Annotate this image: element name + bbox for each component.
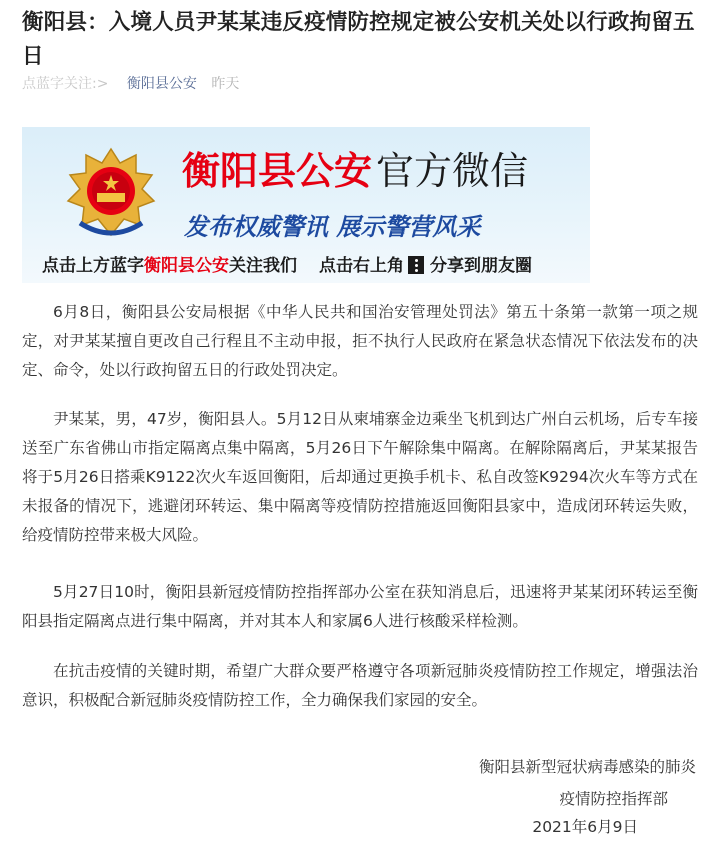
body-paragraph: 5月27日10时，衡阳县新冠疫情防控指挥部办公室在获知消息后，迅速将尹某某闭环转运至衡阳县指定隔离点进行集中隔离，并对其本人和家属6人进行核酸采样检测。 [22, 583, 698, 630]
banner-title [182, 149, 528, 193]
signature-org-line2: 疫情防控指挥部 [559, 790, 668, 808]
follow-hint[interactable]: 点蓝字关注:> [22, 76, 109, 92]
account-banner [22, 127, 590, 283]
police-badge-icon [66, 145, 156, 245]
banner-slogan: 发布权威警讯 展示警营风采 [184, 212, 481, 241]
body-paragraph: 在抗击疫情的关键时期，希望广大群众要严格遵守各项新冠肺炎疫情防控工作规定，增强法治意识，积极配合新冠肺炎疫情防控工作，全力确保我们家园的安全。 [22, 662, 698, 709]
more-menu-icon [408, 256, 424, 274]
banner-footer-text2: 关注我们 [229, 256, 297, 276]
banner-footer-text3: 点击右上角 [319, 256, 404, 276]
banner-title-suffix: 官方微信 [376, 149, 529, 193]
banner-footer-text1: 点击上方蓝字 [42, 256, 144, 276]
body-paragraph: 6月8日，衡阳县公安局根据《中华人民共和国治安管理处罚法》第五十条第一款第一项之规定，对尹某某擅自更改自己行程且不主动申报，拒不执行人民政府在紧急状态情况下依法发布的决定、命令，处以行政拘留五日的行政处罚决定。 [22, 303, 698, 379]
article-meta [22, 74, 239, 94]
account-name-link[interactable]: 衡阳县公安 [126, 76, 197, 92]
body-paragraph: 尹某某，男，47岁，衡阳县人。5月12日从柬埔寨金边乘坐飞机到达广州白云机场，后专车接送至广东省佛山市指定隔离点集中隔离，5月26日下午解除集中隔离。在解除隔离后，尹某某报告将于5月26日搭乘K9122次火车返回衡阳，后却通过更换手机卡、私自改签K9294次火车等方式在未报备的情况下，逃避闭环转运、集中隔离等疫情防控措施返回衡阳县家中，造成闭环转运失败，给疫情防控带来极大风险。 [22, 410, 698, 544]
banner-footer-account: 衡阳县公安 [144, 256, 229, 276]
publish-time: 昨天 [211, 76, 240, 92]
signature-date: 2021年6月9日 [532, 818, 638, 836]
article-title: 衡阳县：入境人员尹某某违反疫情防控规定被公安机关处以行政拘留五日 [22, 10, 695, 69]
signature-org-line1: 衡阳县新型冠状病毒感染的肺炎 [478, 758, 696, 776]
banner-footer [42, 251, 532, 276]
banner-title-account: 衡阳县公安 [182, 149, 373, 193]
banner-footer-text4: 分享到朋友圈 [430, 256, 532, 276]
